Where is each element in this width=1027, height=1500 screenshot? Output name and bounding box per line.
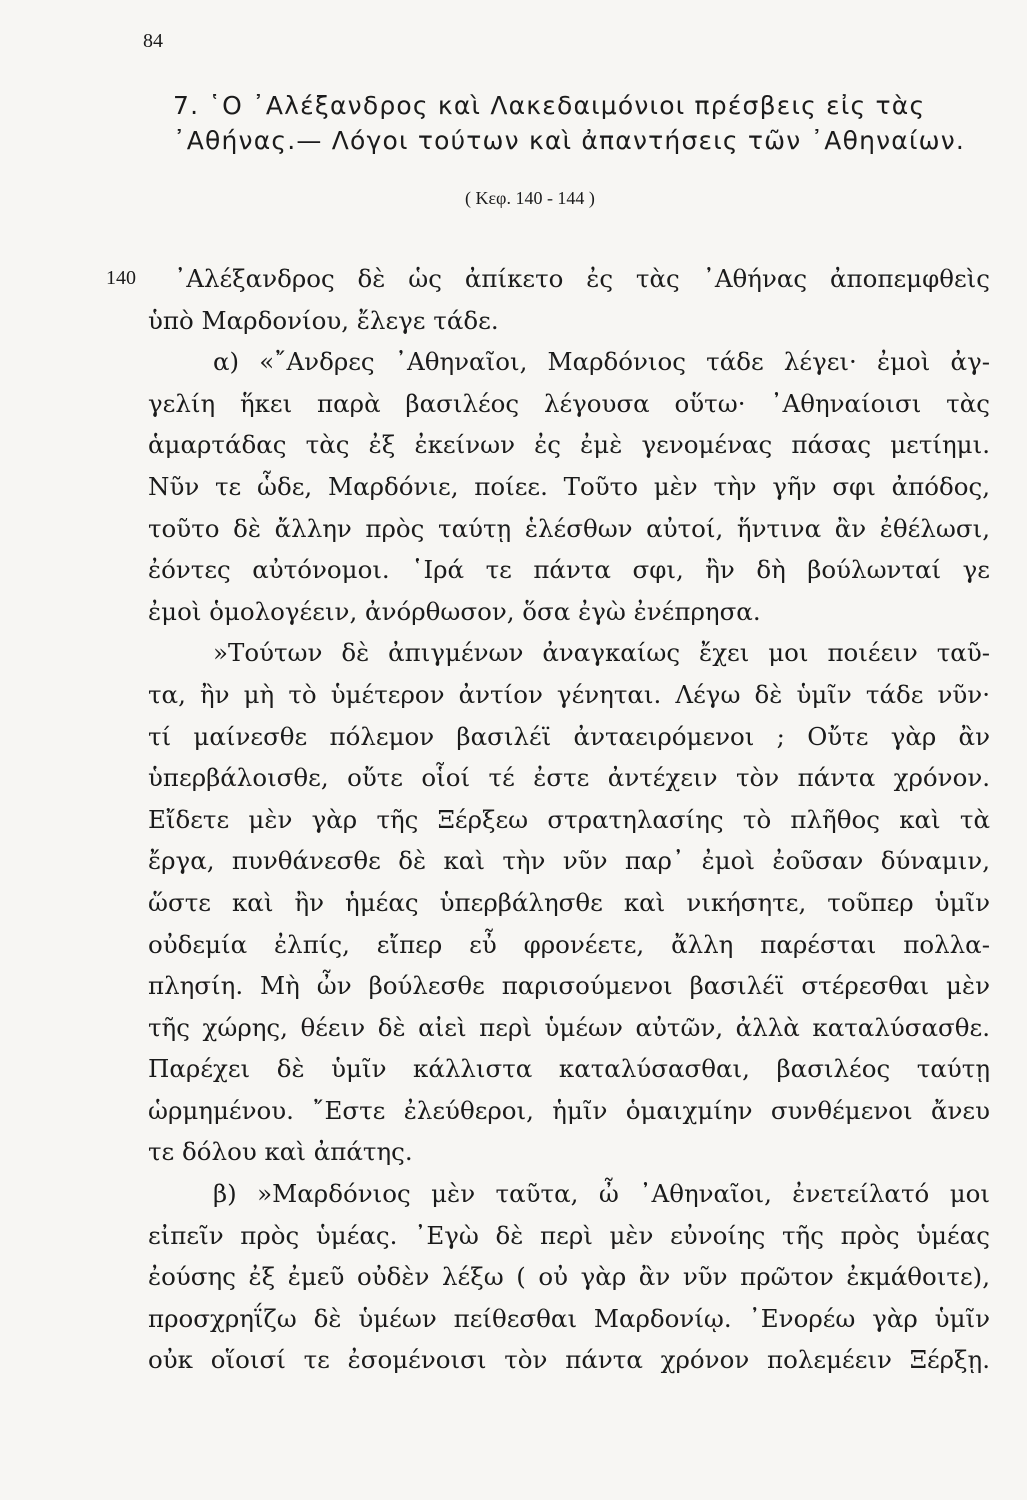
text-line: τοῦτο δὲ ἄλλην πρὸς ταύτῃ ἑλέσθων αὐτοί, ἥντινα ἂν ἐθέλωσι, xyxy=(148,513,990,543)
text-line: Νῦν τε ὧδε, Μαρδόνιε, ποίεε. Τοῦτο μὲν τὴν γῆν σφι ἀπόδος, xyxy=(148,471,990,501)
text-line: ὑπὸ Μαρδονίου, ἔλεγε τάδε. xyxy=(148,305,499,335)
text-line: α) «῎Ανδρες ᾿Αθηναῖοι, Μαρδόνιος τάδε λέγει· ἐμοὶ ἀγ- xyxy=(213,347,990,377)
text-line: ἐούσης ἐξ ἐμεῦ οὐδὲν λέξω ( οὐ γὰρ ἂν νῦν πρῶτον ἐκμάθοιτε), xyxy=(148,1262,990,1292)
text-line: εἰπεῖν πρὸς ὑμέας. ᾿Εγὼ δὲ περὶ μὲν εὐνοίης τῆς πρὸς ὑμέας xyxy=(148,1220,990,1250)
text-line: οὐκ οἵοισί τε ἐσομένοισι τὸν πάντα χρόνον πολεμέειν Ξέρξῃ. xyxy=(148,1345,990,1375)
text-line: οὐδεμία ἐλπίς, εἴπερ εὖ φρονέετε, ἄλλη παρέσται πολλα- xyxy=(148,929,990,959)
section-heading xyxy=(173,88,973,158)
body-text xyxy=(148,258,990,1381)
text-line: ἔργα, πυνθάνεσθε δὲ καὶ τὴν νῦν παρ᾿ ἐμοὶ ἐοῦσαν δύναμιν, xyxy=(148,846,990,876)
text-line: ἐόντες αὐτόνομοι. ῾Ιρά τε πάντα σφι, ἢν δὴ βούλωνταί γε xyxy=(148,555,990,585)
page-number: 84 xyxy=(143,30,163,52)
text-line: τα, ἢν μὴ τὸ ὑμέτερον ἀντίον γένηται. Λέγω δὲ ὑμῖν τάδε νῦν· xyxy=(148,679,990,709)
text-line: ὥστε καὶ ἢν ἡμέας ὑπερβάλησθε καὶ νικήσητε, τοῦπερ ὑμῖν xyxy=(148,887,990,917)
chapter-reference: ( Κεφ. 140 - 144 ) xyxy=(465,188,595,208)
text-line: τί μαίνεσθε πόλεμον βασιλέϊ ἀνταειρόμενοι ; Οὔτε γὰρ ἂν xyxy=(148,721,990,751)
text-line: πλησίη. Μὴ ὦν βούλεσθε παρισούμενοι βασιλέϊ στέρεσθαι μὲν xyxy=(148,971,990,1001)
text-line: ὑπερβάλοισθε, οὔτε οἷοί τέ ἐστε ἀντέχειν τὸν πάντα χρόνον. xyxy=(148,763,990,793)
heading-line-1: 7. ῾Ο ᾿Αλέξανδρος καὶ Λακεδαιμόνιοι πρέσβεις εἰς τὰς xyxy=(173,91,926,120)
text-line: β) »Μαρδόνιος μὲν ταῦτα, ὦ ᾿Αθηναῖοι, ἐνετείλατό μοι xyxy=(213,1179,990,1209)
text-line: ᾿Αλέξανδρος δὲ ὡς ἀπίκετο ἐς τὰς ᾿Αθήνας ἀποπεμφθεὶς xyxy=(174,264,990,293)
text-line: προσχρηΐζω δὲ ὑμέων πείθεσθαι Μαρδονίῳ. ᾿Ενορέω γὰρ ὑμῖν xyxy=(148,1303,990,1333)
text-line: ὡρμημένου. ῎Εστε ἐλεύθεροι, ἡμῖν ὁμαιχμίην συνθέμενοι ἄνευ xyxy=(148,1095,990,1125)
text-line: Εἴδετε μὲν γὰρ τῆς Ξέρξεω στρατηλασίης τὸ πλῆθος καὶ τὰ xyxy=(148,804,990,834)
text-line: ἁμαρτάδας τὰς ἐξ ἐκείνων ἐς ἐμὲ γενομένας πάσας μετίημι. xyxy=(148,430,990,460)
text-line: τῆς χώρης, θέειν δὲ αἰεὶ περὶ ὑμέων αὐτῶν, ἀλλὰ καταλύσασθε. xyxy=(148,1012,990,1042)
heading-line-2: ᾿Αθήνας.— Λόγοι τούτων καὶ ἀπαντήσεις τῶν ᾿Αθηναίων. xyxy=(173,126,966,155)
text-line: Παρέχει δὲ ὑμῖν κάλλιστα καταλύσασθαι, βασιλέος ταύτῃ xyxy=(148,1054,990,1084)
text-line: τε δόλου καὶ ἀπάτης. xyxy=(148,1137,413,1167)
text-line: »Τούτων δὲ ἀπιγμένων ἀναγκαίως ἔχει μοι ποιέειν ταῦ- xyxy=(213,638,990,668)
margin-chapter-number: 140 xyxy=(106,267,136,289)
text-line: γελίη ἥκει παρὰ βασιλέος λέγουσα οὕτω· ᾿Αθηναίοισι τὰς xyxy=(148,388,990,418)
text-line: ἐμοὶ ὁμολογέειν, ἀνόρθωσον, ὅσα ἐγὼ ἐνέπρησα. xyxy=(148,596,761,626)
